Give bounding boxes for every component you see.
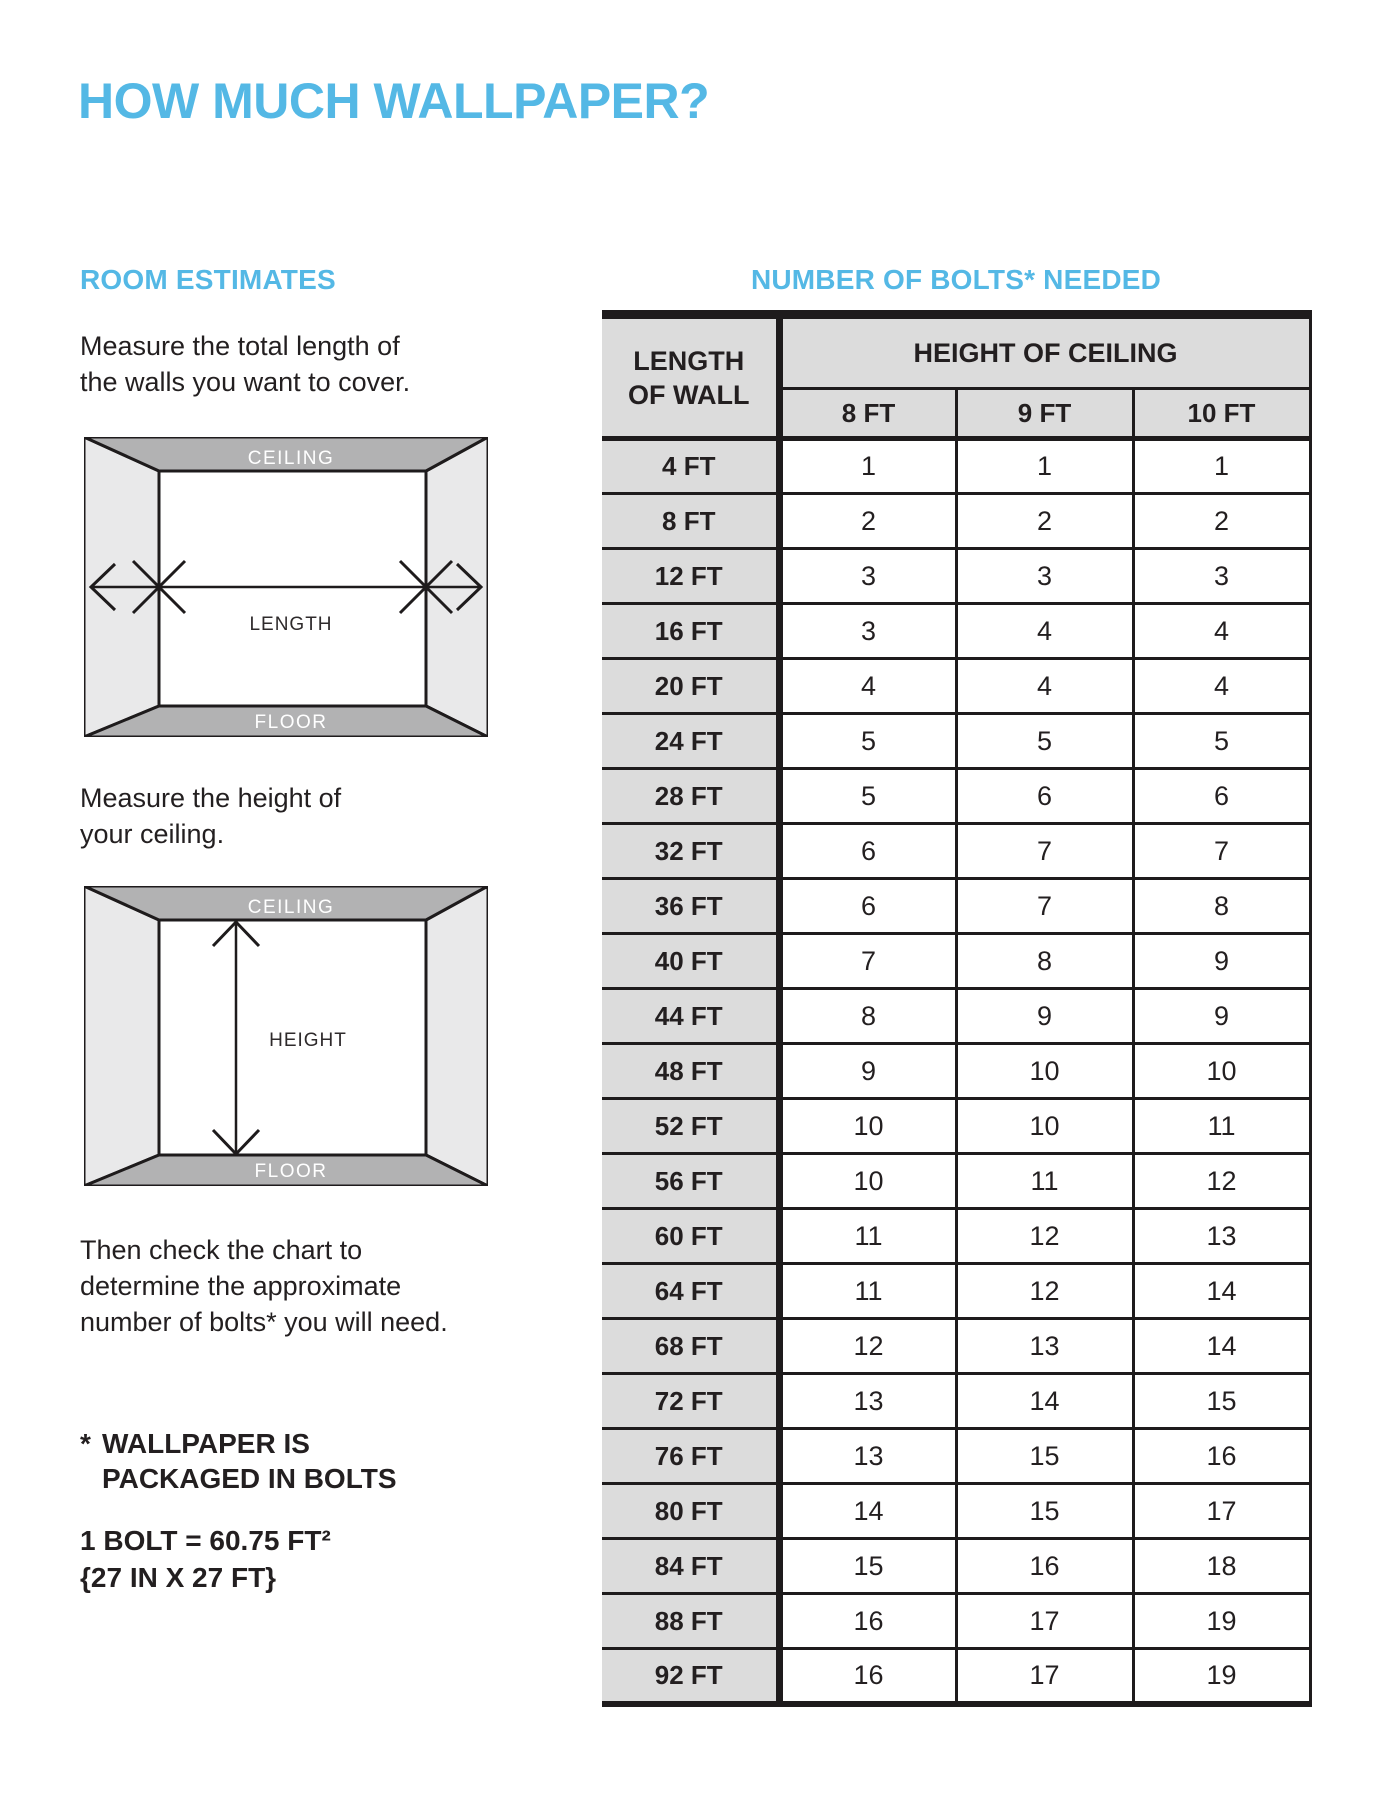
bolts-9ft-value: 13 — [956, 1319, 1133, 1374]
bolts-10ft-value: 15 — [1133, 1374, 1310, 1429]
table-row — [602, 604, 1310, 659]
bolts-10ft-value: 3 — [1133, 549, 1310, 604]
table-row — [602, 439, 1310, 494]
bolts-table-container — [602, 310, 1312, 1707]
bolts-10ft-value: 14 — [1133, 1264, 1310, 1319]
bolts-8ft-value: 3 — [779, 604, 956, 659]
bolt-info-line: {27 IN X 27 FT} — [80, 1562, 277, 1593]
wall-length-label: 12 FT — [602, 549, 779, 604]
bolts-8ft-value: 8 — [779, 989, 956, 1044]
bolts-9ft-value: 4 — [956, 659, 1133, 714]
instruction-measure-height — [80, 780, 341, 852]
bolts-9ft-value: 2 — [956, 494, 1133, 549]
wall-length-label: 24 FT — [602, 714, 779, 769]
bolts-8ft-value: 6 — [779, 824, 956, 879]
table-row — [602, 549, 1310, 604]
bolt-size-info — [80, 1522, 331, 1596]
table-row — [602, 659, 1310, 714]
instruction-line: Measure the height of — [80, 783, 342, 813]
bolts-8ft-value: 11 — [779, 1264, 956, 1319]
bolts-10ft-value: 14 — [1133, 1319, 1310, 1374]
bolts-8ft-value: 16 — [779, 1594, 956, 1649]
bolts-8ft-value: 5 — [779, 769, 956, 824]
ceiling-label: CEILING — [247, 448, 335, 469]
bolts-10ft-value: 8 — [1133, 879, 1310, 934]
bolts-9ft-value: 1 — [956, 439, 1133, 494]
length-diagram — [84, 437, 488, 737]
bolts-10ft-value: 12 — [1133, 1154, 1310, 1209]
left-wall — [84, 886, 159, 1186]
bolts-table — [602, 310, 1312, 1707]
bolts-10ft-value: 19 — [1133, 1594, 1310, 1649]
wall-length-label: 84 FT — [602, 1539, 779, 1594]
asterisk: * — [80, 1428, 91, 1459]
bolts-9ft-value: 10 — [956, 1044, 1133, 1099]
header-line: LENGTH — [633, 345, 745, 376]
bolts-9ft-value: 5 — [956, 714, 1133, 769]
bolts-9ft-value: 17 — [956, 1649, 1133, 1704]
wall-length-label: 80 FT — [602, 1484, 779, 1539]
wall-length-label: 28 FT — [602, 769, 779, 824]
table-row — [602, 1099, 1310, 1154]
bolts-8ft-value: 9 — [779, 1044, 956, 1099]
instruction-line: the walls you want to cover. — [80, 367, 411, 397]
bolts-8ft-value: 5 — [779, 714, 956, 769]
wall-length-label: 72 FT — [602, 1374, 779, 1429]
bolts-8ft-value: 12 — [779, 1319, 956, 1374]
bolts-9ft-value: 11 — [956, 1154, 1133, 1209]
table-row — [602, 1044, 1310, 1099]
table-row — [602, 1319, 1310, 1374]
wall-length-label: 64 FT — [602, 1264, 779, 1319]
ceiling-label: CEILING — [247, 897, 335, 918]
table-row — [602, 989, 1310, 1044]
table-row — [602, 494, 1310, 549]
table-row — [602, 1429, 1310, 1484]
bolts-8ft-value: 11 — [779, 1209, 956, 1264]
col-header-10ft: 10 FT — [1133, 389, 1310, 439]
bolts-9ft-value: 9 — [956, 989, 1133, 1044]
bolts-9ft-value: 15 — [956, 1429, 1133, 1484]
instruction-line: Measure the total length of — [80, 331, 400, 361]
length-label: LENGTH — [249, 614, 333, 635]
bolts-10ft-value: 4 — [1133, 659, 1310, 714]
bolt-info-line: 1 BOLT = 60.75 FT² — [80, 1525, 331, 1556]
footnote-line: WALLPAPER IS — [102, 1428, 310, 1459]
bolts-10ft-value: 10 — [1133, 1044, 1310, 1099]
bolts-9ft-value: 17 — [956, 1594, 1133, 1649]
wall-length-label: 40 FT — [602, 934, 779, 989]
header-line: OF WALL — [628, 379, 750, 410]
bolts-9ft-value: 10 — [956, 1099, 1133, 1154]
wall-length-label: 44 FT — [602, 989, 779, 1044]
table-row — [602, 1594, 1310, 1649]
table-row — [602, 824, 1310, 879]
bolts-8ft-value: 13 — [779, 1429, 956, 1484]
bolts-10ft-value: 19 — [1133, 1649, 1310, 1704]
instruction-line: number of bolts* you will need. — [80, 1307, 448, 1337]
bolts-needed-heading: NUMBER OF BOLTS* NEEDED — [750, 264, 1162, 295]
bolts-8ft-value: 10 — [779, 1154, 956, 1209]
bolts-10ft-value: 7 — [1133, 824, 1310, 879]
bolts-9ft-value: 8 — [956, 934, 1133, 989]
bolts-9ft-value: 3 — [956, 549, 1133, 604]
wall-length-label: 20 FT — [602, 659, 779, 714]
wall-length-label: 16 FT — [602, 604, 779, 659]
wall-length-label: 8 FT — [602, 494, 779, 549]
wall-length-label: 48 FT — [602, 1044, 779, 1099]
bolts-10ft-value: 16 — [1133, 1429, 1310, 1484]
bolts-8ft-value: 7 — [779, 934, 956, 989]
bolts-10ft-value: 4 — [1133, 604, 1310, 659]
instruction-line: Then check the chart to — [80, 1235, 363, 1265]
wall-length-label: 88 FT — [602, 1594, 779, 1649]
height-label: HEIGHT — [269, 1030, 347, 1051]
height-diagram — [84, 886, 488, 1186]
bolts-9ft-value: 4 — [956, 604, 1133, 659]
instruction-line: your ceiling. — [80, 819, 225, 849]
bolts-8ft-value: 16 — [779, 1649, 956, 1704]
wall-length-label: 60 FT — [602, 1209, 779, 1264]
bolts-9ft-value: 6 — [956, 769, 1133, 824]
bolts-9ft-value: 14 — [956, 1374, 1133, 1429]
bolts-9ft-value: 7 — [956, 879, 1133, 934]
bolts-8ft-value: 13 — [779, 1374, 956, 1429]
bolts-10ft-value: 2 — [1133, 494, 1310, 549]
bolts-10ft-value: 9 — [1133, 934, 1310, 989]
floor-label: FLOOR — [254, 712, 328, 733]
bolts-10ft-value: 13 — [1133, 1209, 1310, 1264]
table-row — [602, 879, 1310, 934]
bolts-8ft-value: 15 — [779, 1539, 956, 1594]
room-estimates-heading: ROOM ESTIMATES — [80, 264, 336, 295]
bolts-10ft-value: 17 — [1133, 1484, 1310, 1539]
bolts-8ft-value: 14 — [779, 1484, 956, 1539]
bolts-10ft-value: 11 — [1133, 1099, 1310, 1154]
col-header-8ft: 8 FT — [779, 389, 956, 439]
floor-label: FLOOR — [254, 1161, 328, 1182]
bolts-10ft-value: 9 — [1133, 989, 1310, 1044]
table-row — [602, 1209, 1310, 1264]
table-row — [602, 1539, 1310, 1594]
bolts-8ft-value: 2 — [779, 494, 956, 549]
wall-length-label: 76 FT — [602, 1429, 779, 1484]
instruction-measure-length — [80, 328, 410, 400]
table-row — [602, 934, 1310, 989]
back-wall — [159, 471, 426, 706]
length-of-wall-header — [602, 315, 779, 439]
col-header-9ft: 9 FT — [956, 389, 1133, 439]
wall-length-label: 32 FT — [602, 824, 779, 879]
instruction-check-chart — [80, 1232, 448, 1340]
bolts-10ft-value: 5 — [1133, 714, 1310, 769]
bolts-8ft-value: 4 — [779, 659, 956, 714]
wallpaper-bolts-footnote — [80, 1426, 397, 1496]
wall-length-label: 52 FT — [602, 1099, 779, 1154]
footnote-line: PACKAGED IN BOLTS — [102, 1463, 397, 1494]
instruction-line: determine the approximate — [80, 1271, 402, 1301]
wall-length-label: 36 FT — [602, 879, 779, 934]
table-row — [602, 1649, 1310, 1704]
table-row — [602, 1264, 1310, 1319]
table-row — [602, 1154, 1310, 1209]
bolts-10ft-value: 1 — [1133, 439, 1310, 494]
page-title: HOW MUCH WALLPAPER? — [78, 73, 710, 129]
wall-length-label: 56 FT — [602, 1154, 779, 1209]
bolts-10ft-value: 6 — [1133, 769, 1310, 824]
bolts-9ft-value: 12 — [956, 1264, 1133, 1319]
table-group-header-row — [602, 315, 1310, 389]
height-of-ceiling-header: HEIGHT OF CEILING — [779, 315, 1310, 389]
right-wall — [426, 886, 488, 1186]
wall-length-label: 4 FT — [602, 439, 779, 494]
wall-length-label: 68 FT — [602, 1319, 779, 1374]
table-row — [602, 714, 1310, 769]
bolts-9ft-value: 12 — [956, 1209, 1133, 1264]
bolts-9ft-value: 16 — [956, 1539, 1133, 1594]
bolts-10ft-value: 18 — [1133, 1539, 1310, 1594]
table-row — [602, 769, 1310, 824]
bolts-8ft-value: 1 — [779, 439, 956, 494]
table-row — [602, 1374, 1310, 1429]
bolts-8ft-value: 3 — [779, 549, 956, 604]
wall-length-label: 92 FT — [602, 1649, 779, 1704]
bolts-8ft-value: 6 — [779, 879, 956, 934]
bolts-8ft-value: 10 — [779, 1099, 956, 1154]
bolts-9ft-value: 15 — [956, 1484, 1133, 1539]
table-row — [602, 1484, 1310, 1539]
bolts-9ft-value: 7 — [956, 824, 1133, 879]
